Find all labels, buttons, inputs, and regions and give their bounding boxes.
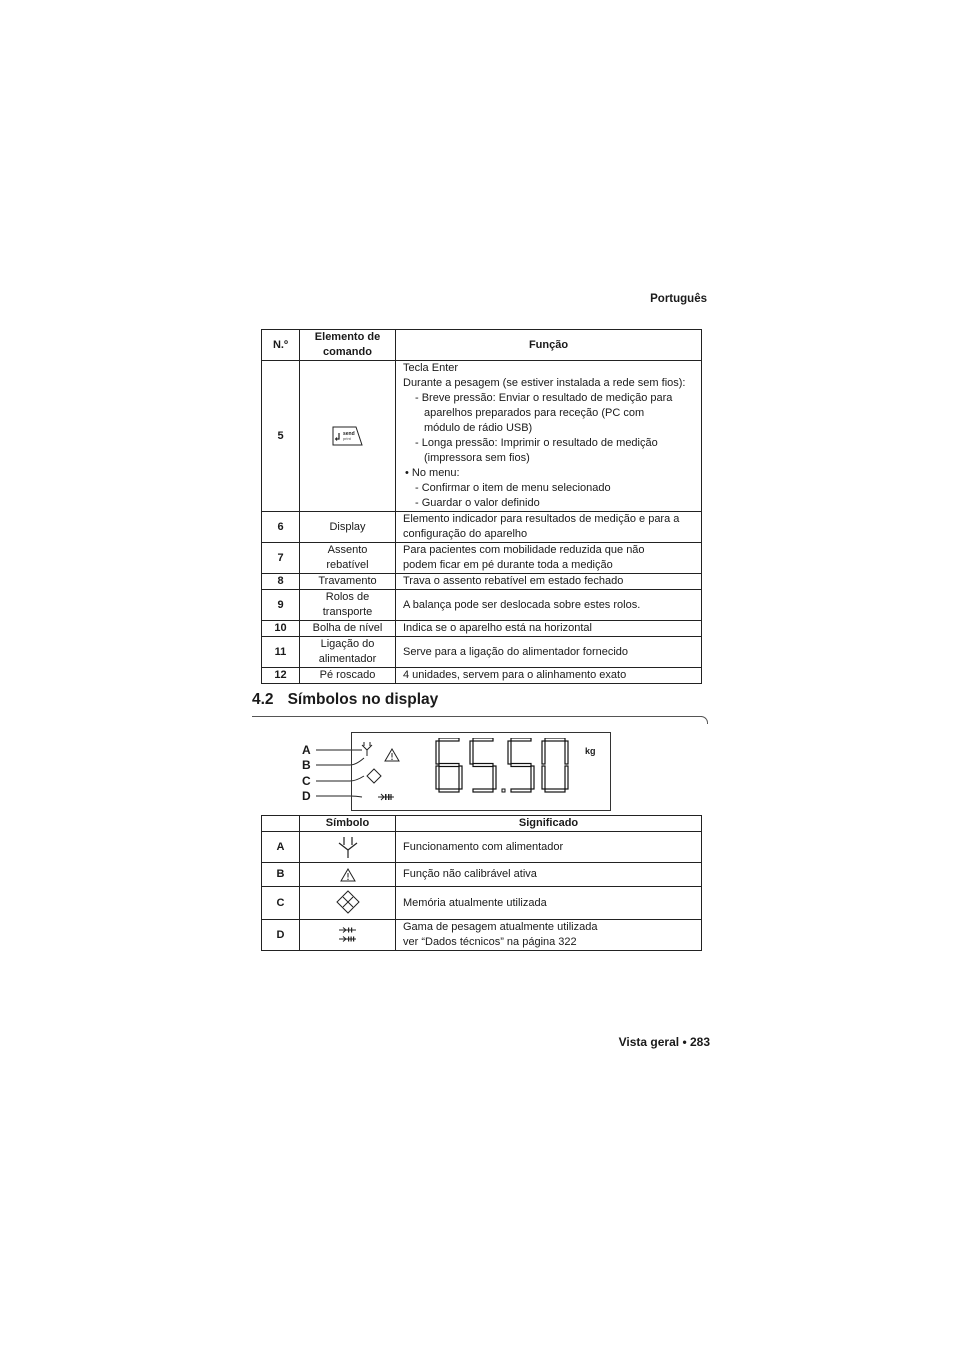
section-number: 4.2 xyxy=(252,691,274,708)
table-row: C Memória atualmente utilizada xyxy=(262,887,702,920)
col-symbol-header: Símbolo xyxy=(300,816,396,832)
power-plug-icon xyxy=(360,741,374,757)
display-label-c: C xyxy=(302,774,311,788)
section-heading: Símbolos no display xyxy=(287,691,439,708)
weighing-range-icon xyxy=(377,792,395,802)
display-digit xyxy=(542,738,568,792)
col-meaning-header: Significado xyxy=(396,816,702,832)
send-print-key xyxy=(300,361,396,512)
memory-diamond-icon xyxy=(335,890,361,916)
memory-diamond-icon xyxy=(364,768,384,784)
table-row xyxy=(262,361,702,512)
table-row: 7 Assento rebatível Para pacientes com mobilidade reduzida que não podem ficar em pé durante toda a medição xyxy=(262,543,702,574)
row-function: Tecla Enter Durante a pesagem (se estiver instalada a rede sem fios): - Breve pressão: Enviar o resultado de medição para aparelhos preparados para receção (PC com módulo de rádio USB) - Longa pressão: Imprimir o resultado de medição (impressora sem fios) • No menu: - Confirmar o item de menu selecionado - Guardar o valor definido xyxy=(396,361,702,512)
send-print-key-icon xyxy=(331,424,365,448)
page-footer: Vista geral • 283 xyxy=(618,1035,710,1049)
section-divider-curve xyxy=(700,716,708,724)
display-digit xyxy=(508,738,534,792)
table-row: D Gama de pesagem atualmente utilizada ver “Dados técnicos” na página 322 xyxy=(262,920,702,951)
col-element-header: Elemento de comando xyxy=(300,330,396,361)
display-weight-value xyxy=(434,738,584,796)
display-label-a: A xyxy=(302,743,311,757)
table-row: 6 Display Elemento indicador para resultados de medição e para a configuração do aparelho xyxy=(262,512,702,543)
col-num-header: N.º xyxy=(262,330,300,361)
svg-text:send: send xyxy=(342,431,355,437)
warning-triangle-icon xyxy=(340,868,356,882)
row-num: 5 xyxy=(262,361,300,512)
section-title xyxy=(252,691,438,709)
weighing-range-icon xyxy=(338,925,358,945)
table-row: 12 Pé roscado 4 unidades, servem para o alinhamento exato xyxy=(262,668,702,684)
svg-text:print: print xyxy=(342,436,351,441)
warning-triangle-icon xyxy=(384,748,400,762)
col-function-header: Função xyxy=(396,330,702,361)
language-label: Português xyxy=(650,293,707,305)
power-plug-icon xyxy=(337,835,359,859)
display-unit: kg xyxy=(585,746,596,756)
table-header-row xyxy=(262,330,702,361)
display-digit xyxy=(470,738,496,792)
display-label-b: B xyxy=(302,758,311,772)
table-row: 9 Rolos de transporte A balança pode ser deslocada sobre estes rolos. xyxy=(262,590,702,621)
table-row: A Funcionamento com alimentador xyxy=(262,832,702,863)
section-divider xyxy=(252,716,702,717)
table-row: 10 Bolha de nível Indica se o aparelho está na horizontal xyxy=(262,621,702,637)
display-label-d: D xyxy=(302,789,311,803)
display-decimal-point xyxy=(502,789,505,792)
table-row: B Função não calibrável ativa xyxy=(262,863,702,887)
table-row: 8 Travamento Trava o assento rebatível em estado fechado xyxy=(262,574,702,590)
table-header-row xyxy=(262,816,702,832)
symbols-table xyxy=(261,815,702,951)
display-digit xyxy=(436,738,462,792)
table-row: 11 Ligação do alimentador Serve para a ligação do alimentador fornecido xyxy=(262,637,702,668)
controls-table xyxy=(261,329,702,684)
